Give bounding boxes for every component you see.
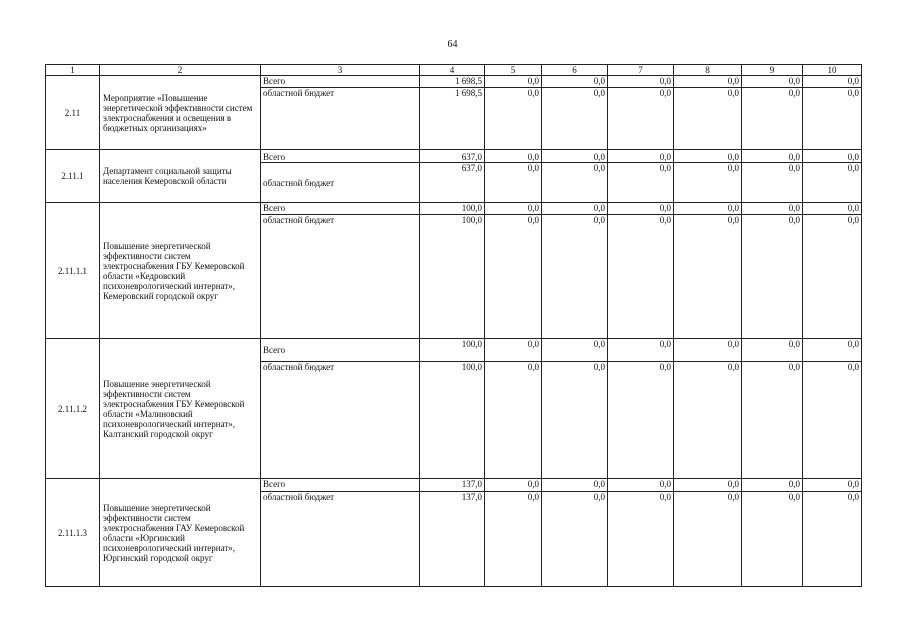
column-number: 9 — [742, 65, 803, 76]
column-number: 1 — [46, 65, 100, 76]
funding-source: Всего — [261, 203, 420, 215]
value-cell: 0,0 — [742, 362, 803, 479]
value-cell: 1 698,5 — [420, 76, 485, 88]
table-row — [46, 479, 862, 492]
value-cell: 0,0 — [542, 492, 608, 587]
item-name: Повышение энергетической эффективности систем электроснабжения ГБУ Кемеровской области «Малиновский психоневрологический интернат», Калтанский городской округ — [100, 339, 261, 479]
value-cell: 0,0 — [608, 76, 674, 88]
value-cell: 100,0 — [420, 339, 485, 362]
value-cell: 0,0 — [542, 203, 608, 215]
value-cell: 0,0 — [674, 203, 742, 215]
item-name: Мероприятие «Повышение энергетической эффективности систем электроснабжения и освещения в бюджетных организациях» — [100, 76, 261, 150]
value-cell: 0,0 — [674, 362, 742, 479]
value-cell: 0,0 — [542, 215, 608, 339]
value-cell: 0,0 — [803, 479, 862, 492]
funding-source: Всего — [261, 76, 420, 88]
value-cell: 0,0 — [674, 163, 742, 203]
value-cell: 0,0 — [674, 339, 742, 362]
value-cell: 0,0 — [742, 479, 803, 492]
value-cell: 0,0 — [803, 362, 862, 479]
value-cell: 0,0 — [542, 88, 608, 150]
column-number-row — [46, 65, 862, 76]
value-cell: 0,0 — [542, 362, 608, 479]
value-cell: 0,0 — [608, 492, 674, 587]
funding-source: областной бюджет — [261, 88, 420, 150]
value-cell: 0,0 — [608, 88, 674, 150]
funding-source: областной бюджет — [261, 362, 420, 479]
value-cell: 0,0 — [485, 215, 542, 339]
value-cell: 0,0 — [742, 492, 803, 587]
value-cell: 0,0 — [485, 339, 542, 362]
value-cell: 0,0 — [803, 203, 862, 215]
value-cell: 0,0 — [485, 150, 542, 163]
item-name: Департамент социальной защиты населения Кемеровской области — [100, 150, 261, 203]
column-number: 10 — [803, 65, 862, 76]
column-number: 8 — [674, 65, 742, 76]
value-cell: 0,0 — [608, 203, 674, 215]
value-cell: 0,0 — [742, 215, 803, 339]
value-cell: 637,0 — [420, 163, 485, 203]
page-number: 64 — [447, 39, 458, 50]
value-cell: 0,0 — [674, 76, 742, 88]
value-cell: 0,0 — [742, 88, 803, 150]
value-cell: 0,0 — [803, 492, 862, 587]
value-cell: 0,0 — [542, 150, 608, 163]
value-cell: 0,0 — [485, 492, 542, 587]
item-code: 2.11.1.2 — [46, 339, 100, 479]
column-number: 2 — [100, 65, 261, 76]
table-row — [46, 76, 862, 88]
value-cell: 0,0 — [674, 479, 742, 492]
column-number: 7 — [608, 65, 674, 76]
item-code: 2.11.1 — [46, 150, 100, 203]
value-cell: 0,0 — [608, 215, 674, 339]
value-cell: 0,0 — [742, 339, 803, 362]
table-row — [46, 203, 862, 215]
value-cell: 0,0 — [674, 492, 742, 587]
funding-source: областной бюджет — [261, 163, 420, 203]
value-cell: 0,0 — [803, 76, 862, 88]
value-cell: 0,0 — [542, 339, 608, 362]
item-name: Повышение энергетической эффективности систем электроснабжения ГБУ Кемеровской области «Кедровский психоневрологический интернат», Кемеровский городской округ — [100, 203, 261, 339]
funding-source: Всего — [261, 150, 420, 163]
value-cell: 0,0 — [542, 76, 608, 88]
value-cell: 0,0 — [608, 362, 674, 479]
item-code: 2.11 — [46, 76, 100, 150]
value-cell: 100,0 — [420, 215, 485, 339]
funding-source: областной бюджет — [261, 215, 420, 339]
value-cell: 0,0 — [485, 76, 542, 88]
column-number: 5 — [485, 65, 542, 76]
column-number: 3 — [261, 65, 420, 76]
value-cell: 0,0 — [803, 88, 862, 150]
value-cell: 0,0 — [608, 479, 674, 492]
value-cell: 137,0 — [420, 479, 485, 492]
value-cell: 0,0 — [674, 215, 742, 339]
value-cell: 0,0 — [608, 163, 674, 203]
table-row — [46, 150, 862, 163]
value-cell: 1 698,5 — [420, 88, 485, 150]
value-cell: 637,0 — [420, 150, 485, 163]
value-cell: 0,0 — [485, 163, 542, 203]
value-cell: 0,0 — [542, 163, 608, 203]
value-cell: 0,0 — [608, 339, 674, 362]
column-number: 4 — [420, 65, 485, 76]
funding-source: Всего — [261, 339, 420, 362]
value-cell: 0,0 — [742, 76, 803, 88]
value-cell: 0,0 — [803, 215, 862, 339]
table-row — [46, 339, 862, 362]
value-cell: 0,0 — [803, 150, 862, 163]
value-cell: 100,0 — [420, 362, 485, 479]
value-cell: 0,0 — [803, 339, 862, 362]
value-cell: 100,0 — [420, 203, 485, 215]
value-cell: 0,0 — [485, 88, 542, 150]
item-code: 2.11.1.3 — [46, 479, 100, 587]
funding-source: областной бюджет — [261, 492, 420, 587]
value-cell: 137,0 — [420, 492, 485, 587]
value-cell: 0,0 — [742, 163, 803, 203]
funding-source: Всего — [261, 479, 420, 492]
budget-table — [45, 64, 862, 587]
value-cell: 0,0 — [674, 150, 742, 163]
value-cell: 0,0 — [542, 479, 608, 492]
value-cell: 0,0 — [608, 150, 674, 163]
value-cell: 0,0 — [485, 362, 542, 479]
column-number: 6 — [542, 65, 608, 76]
value-cell: 0,0 — [803, 163, 862, 203]
value-cell: 0,0 — [485, 203, 542, 215]
item-name: Повышение энергетической эффективности систем электроснабжения ГАУ Кемеровской области «Юргинский психоневрологический интернат», Юргинский городской округ — [100, 479, 261, 587]
value-cell: 0,0 — [485, 479, 542, 492]
value-cell: 0,0 — [674, 88, 742, 150]
value-cell: 0,0 — [742, 150, 803, 163]
item-code: 2.11.1.1 — [46, 203, 100, 339]
value-cell: 0,0 — [742, 203, 803, 215]
